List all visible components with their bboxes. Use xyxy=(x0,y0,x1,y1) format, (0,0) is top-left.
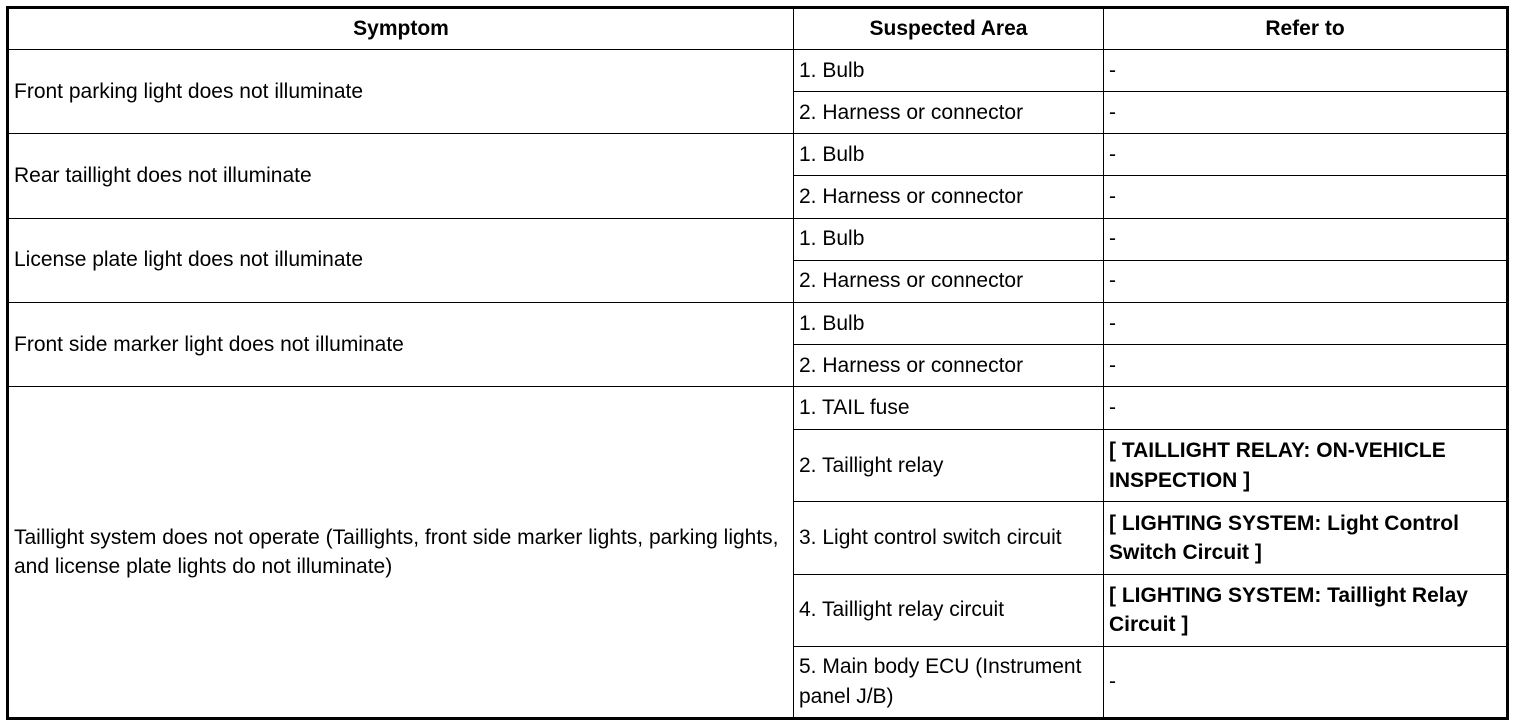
refer-to-cell: - xyxy=(1104,92,1508,134)
refer-to-cell: - xyxy=(1104,646,1508,718)
refer-to-cell: - xyxy=(1104,134,1508,176)
refer-to-link[interactable]: [ LIGHTING SYSTEM: Light Control Switch Circuit ] xyxy=(1104,502,1508,574)
symptom-cell: Taillight system does not operate (Taillights, front side marker lights, parking lights, and license plate lights do not illuminate) xyxy=(8,387,794,719)
refer-to-cell: - xyxy=(1104,218,1508,260)
symptom-cell: Rear taillight does not illuminate xyxy=(8,134,794,218)
refer-to-link[interactable]: [ TAILLIGHT RELAY: ON-VEHICLE INSPECTION ] xyxy=(1104,430,1508,502)
suspected-area-cell: 1. Bulb xyxy=(794,302,1104,344)
suspected-area-cell: 4. Taillight relay circuit xyxy=(794,574,1104,646)
suspected-area-cell: 5. Main body ECU (Instrument panel J/B) xyxy=(794,646,1104,718)
symptom-cell: License plate light does not illuminate xyxy=(8,218,794,302)
suspected-area-cell: 3. Light control switch circuit xyxy=(794,502,1104,574)
troubleshooting-table xyxy=(6,6,1509,720)
header-symptom: Symptom xyxy=(8,8,794,50)
header-refer-to: Refer to xyxy=(1104,8,1508,50)
header-suspected-area: Suspected Area xyxy=(794,8,1104,50)
refer-to-cell: - xyxy=(1104,344,1508,386)
table-row xyxy=(8,218,1508,260)
table-row xyxy=(8,302,1508,344)
suspected-area-cell: 1. Bulb xyxy=(794,134,1104,176)
suspected-area-cell: 2. Harness or connector xyxy=(794,260,1104,302)
refer-to-cell: - xyxy=(1104,387,1508,430)
suspected-area-cell: 1. Bulb xyxy=(794,50,1104,92)
refer-to-link[interactable]: [ LIGHTING SYSTEM: Taillight Relay Circuit ] xyxy=(1104,574,1508,646)
table-row xyxy=(8,387,1508,430)
symptom-cell: Front parking light does not illuminate xyxy=(8,50,794,134)
refer-to-cell: - xyxy=(1104,260,1508,302)
refer-to-cell: - xyxy=(1104,302,1508,344)
suspected-area-cell: 2. Taillight relay xyxy=(794,430,1104,502)
suspected-area-cell: 1. TAIL fuse xyxy=(794,387,1104,430)
table-row xyxy=(8,134,1508,176)
symptom-cell: Front side marker light does not illuminate xyxy=(8,302,794,386)
suspected-area-cell: 1. Bulb xyxy=(794,218,1104,260)
refer-to-cell: - xyxy=(1104,50,1508,92)
refer-to-cell: - xyxy=(1104,176,1508,218)
suspected-area-cell: 2. Harness or connector xyxy=(794,92,1104,134)
suspected-area-cell: 2. Harness or connector xyxy=(794,176,1104,218)
table-row xyxy=(8,50,1508,92)
header-row xyxy=(8,8,1508,50)
suspected-area-cell: 2. Harness or connector xyxy=(794,344,1104,386)
